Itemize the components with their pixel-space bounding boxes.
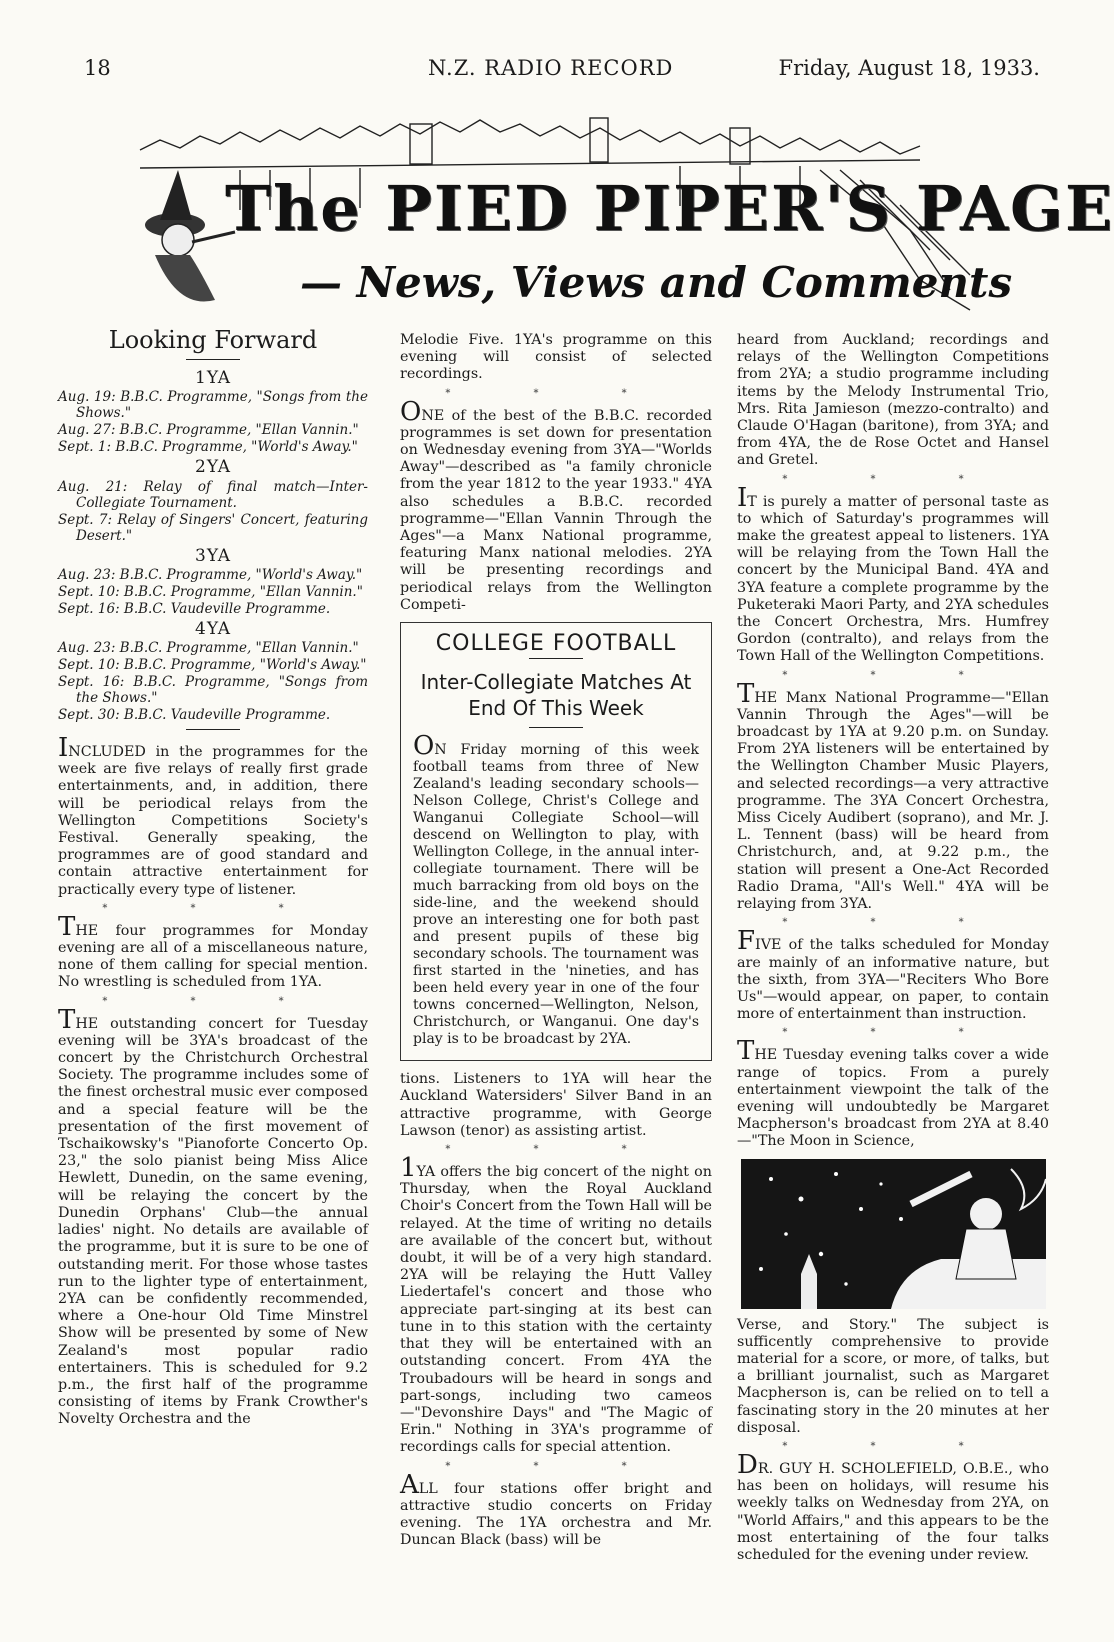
paragraph-text: HE four programmes for Monday evening are all of a miscellaneous nature, none of them calling for special mention. No wrestling is scheduled from 1YA. [58,922,368,991]
page-number: 18 [84,56,111,80]
schedule-item: Aug. 19: B.B.C. Programme, "Songs from the Shows." [58,389,368,422]
column-1 [58,326,368,1433]
article-paragraph [400,1469,712,1550]
paragraph-text: tions. Listeners to 1YA will hear the Auckland Watersiders' Silver Band in an attractive programme, with George Lawson (tenor) as assisting artist. [400,1071,712,1139]
article-paragraph [400,332,712,384]
paragraph-text: heard from Auckland; recordings and relays of the Wellington Competitions from 2YA; a studio programme including items by the Melody Instrumental Trio, Mrs. Rita Jamieson (mezzo-contralto) and Claude O'Hagan (baritone), from 3YA; and from 4YA, the de Rose Octet and Hansel and Gretel. [737,332,1049,469]
section-separator: * * * [445,1460,667,1472]
section-separator: * * * [782,1027,1004,1039]
column-3-articles-bottom [737,1317,1049,1565]
paragraph-text: Melodie Five. 1YA's programme on this evening will consist of selected recordings. [400,332,712,383]
article-paragraph [737,926,1049,1023]
column-2-articles-top [400,332,712,614]
paragraph-text: LL four stations offer bright and attractive studio concerts on Friday evening. The 1YA orchestra and Mr. Duncan Black (bass) will be [400,1480,712,1549]
column-3-articles [737,332,1049,1151]
section-separator: * * * [782,1440,1004,1452]
paragraph-text: HE outstanding concert for Tuesday evening will be 3YA's broadcast of the concert by the Christchurch Orchestral Society. The programme includes some of the finest orchestral music ever composed and a special feature will be the presentation of the first movement of Tschaikowsky's "Pianoforte Concerto Op. 23," the solo pianist being Miss Alice Hewlett, Dunedin, on the same evening, will be relaying the concert by the Dunedin Orphans' Club—the annual ladies' night. No details are available of the programme, but it is sure to be one of outstanding merit. For those whose tastes run to the lighter type of entertainment, 2YA can be confidently recommended, where a One-hour Old Time Minstrel Show will be presented by some of New Zealand's most popular radio entertainers. This is scheduled for 9.2 p.m., the first half of the programme consisting of items by Frank Crowther's Novelty Orchestra and the [58,1015,368,1428]
section-separator: * * * [102,995,324,1007]
article-paragraph [737,1036,1049,1150]
drop-cap: T [737,678,755,709]
banner-title: The PIED PIPER'S PAGE [225,172,1114,245]
drop-cap: O [400,396,422,427]
section-separator: * * * [445,387,667,399]
article-paragraph [58,733,368,899]
schedule-item: Sept. 16: B.B.C. Vaudeville Programme. [58,600,331,617]
paragraph-text: R. GUY H. SCHOLEFIELD, O.B.E., who has been on holidays, will resume his weekly talks on Wednesday from 2YA, on "World Affairs," and this appears to be the most entertaining of the four talks scheduled for the evening under review. [737,1460,1049,1563]
paragraph-text: T is purely a matter of personal taste as to which of Saturday's programmes will make the greatest appeal to listeners. 1YA will be relaying from the Town Hall the concert by the Municipal Band. 4YA and 3YA feature a complete programme by the Puketeraki Maori Party, and 2YA schedules the Concert Orchestra, Mrs. Humfrey Gordon (contralto), and relays from the Town Hall of the Wellington Competitions. [737,493,1049,665]
box-title: COLLEGE FOOTBALL [435,631,677,657]
station-heading: 2YA [195,457,231,478]
article-paragraph [400,396,712,614]
article-paragraph [58,911,368,992]
station-heading: 4YA [195,618,231,639]
section-separator: * * * [445,1144,667,1156]
station-heading: 3YA [195,545,231,566]
box-body [413,731,699,1048]
article-paragraph [400,1153,712,1456]
section-separator: * * * [782,917,1004,929]
schedule-item: Sept. 7: Relay of Singers' Concert, featuring Desert." [58,511,368,544]
astronomer-drawing [741,1159,1046,1309]
box-rule [529,727,583,728]
schedule-item: Sept. 16: B.B.C. Programme, "Songs from the Shows." [58,674,368,707]
drop-cap: F [737,926,756,957]
section-separator: * * * [782,473,1004,485]
article-paragraph [737,678,1049,914]
section-separator: * * * [782,669,1004,681]
column-3 [737,332,1049,1568]
article-paragraph [737,332,1049,470]
drop-cap: O [413,731,435,762]
article-paragraph [58,1004,368,1429]
schedule-item: Sept. 10: B.B.C. Programme, "Ellan Vannin." [58,583,363,600]
drop-cap: T [58,1004,76,1035]
article-paragraph [400,1071,712,1140]
schedule-item: Sept. 1: B.B.C. Programme, "World's Away." [58,439,358,456]
drop-cap: D [737,1449,758,1480]
section-rule [186,359,240,360]
schedule-item: Aug. 27: B.B.C. Programme, "Ellan Vannin." [58,422,359,439]
drop-cap: 1 [400,1153,417,1184]
section-separator: * * * [102,902,324,914]
column-2 [400,332,712,1553]
paragraph-text: Verse, and Story." The subject is sufficently comprehensive to provide material for a score, or more, of talks, but a brilliant journalist, such as Margaret Macpherson is, can be relied on to tell a fascinating story in the 20 minutes at her disposal. [737,1316,1049,1436]
pied-piper-figure [145,170,235,302]
masthead-banner [120,110,1114,320]
schedule-item: Aug. 23: B.B.C. Programme, "World's Away." [58,566,363,583]
college-football-box [400,622,712,1061]
station-heading: 1YA [195,368,231,389]
moon-illustration [741,1159,1046,1309]
drop-cap: I [58,733,69,764]
paragraph-text: NCLUDED in the programmes for the week are five relays of really first grade entertainments, and, in addition, there will be periodical relays from the Wellington Competitions Society's Festival. Generally speaking, the programmes are of good standard and contain attractive entertainment for practically every type of listener. [58,744,368,898]
schedule-item: Sept. 10: B.B.C. Programme, "World's Away." [58,657,367,674]
drop-cap: T [58,911,76,942]
article-paragraph [737,1449,1049,1564]
box-subtitle: Inter-Collegiate Matches At End Of This Week [420,670,692,721]
paragraph-text: IVE of the talks scheduled for Monday are mainly of an informative nature, but the sixth, from 3YA—"Reciters Who Bore Us"—would appear, on paper, to contain more of entertainment than instruction. [737,937,1049,1023]
paragraph-text: NE of the best of the B.B.C. recorded programmes is set down for presentation on Wednesday evening from 3YA—"Worlds Away"—described as "a family chronicle from the year 1812 to the year 1933." 4YA also schedules a B.B.C. recorded programme—"Ellan Vannin Through the Ages"—a Manx National programme, featuring Manx national melodies. 2YA will be presenting recordings and periodical relays from the Wellington Competi- [400,407,712,613]
banner-subtitle: — News, Views and Comments [300,258,1013,307]
drop-cap: A [400,1469,419,1500]
drop-cap: I [737,482,748,513]
column-1-articles [58,733,368,1429]
drop-cap: T [737,1036,755,1067]
schedule-item: Aug. 23: B.B.C. Programme, "Ellan Vannin." [58,640,359,657]
publication-name: N.Z. RADIO RECORD [428,56,674,80]
issue-date: Friday, August 18, 1933. [778,56,1040,80]
schedule-item: Aug. 21: Relay of final match—Inter-Collegiate Tournament. [58,478,368,511]
page-header [80,52,1040,82]
paragraph-text: HE Tuesday evening talks cover a wide range of topics. From a purely entertainment viewpoint the talk of the evening will undoubtedly be Margaret Macpherson's broadcast from 2YA at 8.40—"The Moon in Science, [737,1047,1049,1150]
broadcast-schedule [58,370,368,723]
article-paragraph [737,1317,1049,1437]
section-rule [186,729,240,730]
paragraph-text: HE Manx National Programme—"Ellan Vannin Through the Ages"—will be broadcast by 1YA at 9.20 p.m. on Sunday. From 2YA listeners will be entertained by the Wellington Chamber Music Players, and selected recordings—a very attractive programme. The 3YA Concert Orchestra, Miss Cicely Audibert (soprano), and Mr. J. L. Tennent (bass) will be heard from Christchurch, and, at 9.22 p.m., the station will present a One-Act Recorded Radio Drama, "All's Well." 4YA will be relaying from 3YA. [737,689,1049,913]
box-rule [529,658,583,659]
paragraph-text: YA offers the big concert of the night on Thursday, when the Royal Auckland Choir's Concert from the Town Hall will be relayed. At the time of writing no details are available of the concert but, without doubt, it will be of a very high standard. 2YA will be relaying the Hutt Valley Liedertafel's concert and those who appreciate part-singing at its best can tune in to this station with the certainty that they will be entertained with an outstanding concert. From 4YA the Troubadours will be heard in songs and part-songs, including two cameos—"Devonshire Days" and "The Magic of Erin." Nothing in 3YA's programme of recordings calls for special attention. [400,1164,712,1456]
article-paragraph [737,482,1049,666]
schedule-item: Sept. 30: B.B.C. Vaudeville Programme. [58,707,331,724]
column-2-articles-bottom [400,1071,712,1549]
box-text: N Friday morning of this week football teams from three of New Zealand's leading secondary schools—Nelson College, Christ's College and Wanganui Collegiate School—will descend on Wellington to play, with Wellington College, in the annual inter-collegiate tournament. There will be much barracking from old boys on the side-line, and the weekend should prove an interesting one for both past and present pupils of these big secondary schools. The tournament was first started in the 'nineties, and has been held every year in one of the four towns concerned—Wellington, Nelson, Christchurch, or Wanganui. One day's play is to be broadcast by 2YA. [413,742,699,1048]
looking-forward-title: Looking Forward [108,326,318,354]
